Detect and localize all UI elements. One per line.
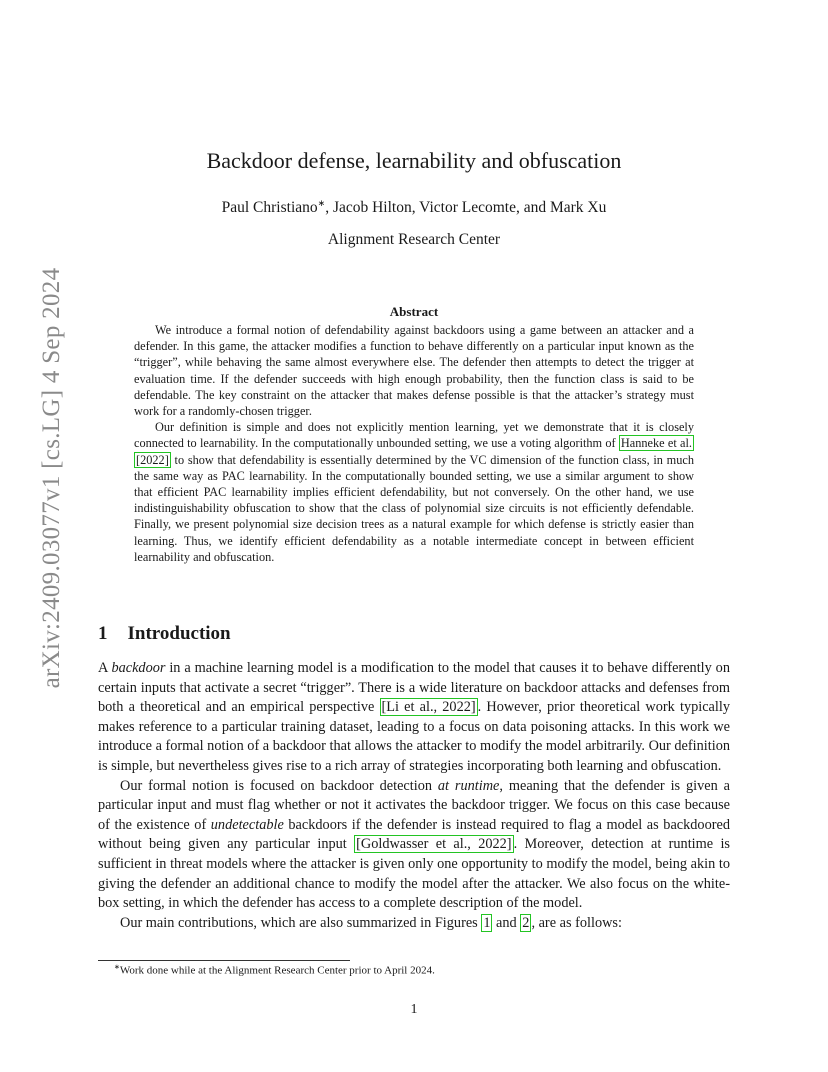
citation-link-goldwasser[interactable]: [Goldwasser et al., 2022]: [356, 836, 512, 853]
text-span: to show that defendability is essentially determined by the VC dimension of the function class, in much the same way as PAC learnability. In the computationally bounded setting, we use a similar argument to show that efficient PAC learnability implies efficient defendability, but not conversely. On the other hand, we use indistinguishability obfuscation to show that the class of polynomial size circuits is not efficiently defendable. Finally, we present polynomial size decision trees as a natural example for which defense is strictly easier than learning. Thus, we identify efficient defendability as a notable intermediate concept in between efficient learnability and obfuscation.: [134, 452, 694, 564]
section-heading-introduction: [98, 623, 231, 645]
arxiv-identifier-stamp: arXiv:2409.03077v1 [cs.LG] 4 Sep 2024: [38, 267, 65, 689]
citation-link-li[interactable]: [Li et al., 2022]: [381, 699, 476, 716]
paper-title: Backdoor defense, learnability and obfuscation: [206, 148, 622, 173]
emphasis-at-runtime: at runtime: [437, 777, 500, 794]
abstract-paragraph-2: [134, 419, 694, 565]
abstract-body: [134, 322, 694, 565]
citation-link-hanneke-year[interactable]: [2022]: [136, 452, 169, 467]
emphasis-backdoor: backdoor: [111, 660, 166, 676]
intro-paragraph-3: [98, 914, 730, 934]
abstract-heading: Abstract: [389, 304, 439, 319]
text-span: Our formal notion is focused on backdoor detection: [120, 777, 438, 794]
text-span: . Moreover, detection at runtime is sufficient in threat models where the attacker is given only one opportunity to modify the model, being akin to giving the defender an additional chance to modify the model after the attacker. We also focus on the white-box setting, in which the defender has access to a complete description of the model.: [98, 836, 730, 912]
section-title: Introduction: [127, 623, 231, 644]
text-span: A: [98, 660, 112, 676]
author-first: Paul Christiano: [221, 199, 318, 217]
text-span: Our main contributions, which are also summarized in Figures: [120, 914, 482, 931]
footnote-text: Work done while at the Alignment Research Center prior to April 2024.: [119, 964, 435, 977]
citation-link-hanneke[interactable]: Hanneke et al.: [620, 436, 692, 451]
section-number: 1: [98, 623, 108, 644]
author-rest: , Jacob Hilton, Victor Lecomte, and Mark Xu: [325, 199, 607, 217]
page-number: 1: [410, 1002, 418, 1017]
text-span: in a machine learning model is a modification to the model that causes it to behave differently on certain inputs that activate a secret “trigger”. There is a wide literature on backdoor attacks and defenses from both a theoretical and an empirical perspective: [98, 660, 730, 716]
emphasis-undetectable: undetectable: [210, 816, 284, 833]
figure-ref-1[interactable]: 1: [483, 914, 491, 931]
intro-paragraph-2: [98, 777, 730, 914]
footnote-divider: [98, 960, 350, 961]
author-list: [0, 198, 828, 217]
footnote: [114, 963, 714, 977]
author-footnote-mark[interactable]: ∗: [317, 198, 326, 208]
text-span: . However, prior theoretical work typically makes reference to a particular training dataset, leading to a focus on data poisoning attacks. In this work we introduce a formal notion of a backdoor that allows the attacker to modify the model arbitrarily. Our definition is simple, but nevertheless gives rise to a rich array of strategies incorporating both learning and obfuscation.: [98, 699, 730, 774]
affiliation: Alignment Research Center: [327, 231, 501, 248]
text-span: backdoors if the defender is instead required to flag a model as backdoored without being given any particular input: [98, 816, 730, 853]
text-span: , meaning that the defender is given a particular input and must flag whether or not it activates the backdoor trigger. We focus on this case because of the existence of: [98, 777, 730, 833]
introduction-body: [98, 659, 730, 933]
text-span: , are as follows:: [531, 914, 622, 931]
footnote-mark: ∗: [114, 963, 120, 971]
intro-paragraph-1: [98, 659, 730, 777]
text-span: and: [492, 914, 521, 931]
abstract-paragraph-1: We introduce a formal notion of defendability against backdoors using a game between an attacker and a defender. In this game, the attacker modifies a function to behave differently on a particular input known as the “trigger”, while behaving the same almost everywhere else. The defender then attempts to detect the trigger at evaluation time. If the defender succeeds with high enough probability, then the function class is said to be defendable. The key constraint on the attacker that makes defense possible is that the attacker’s strategy must work for a randomly-chosen trigger.: [134, 323, 694, 419]
figure-ref-2[interactable]: 2: [522, 914, 530, 931]
text-span: Our definition is simple and does not explicitly mention learning, yet we demonstrate that it is closely connected to learnability. In the computationally unbounded setting, we use a voting algorithm of: [134, 420, 694, 451]
